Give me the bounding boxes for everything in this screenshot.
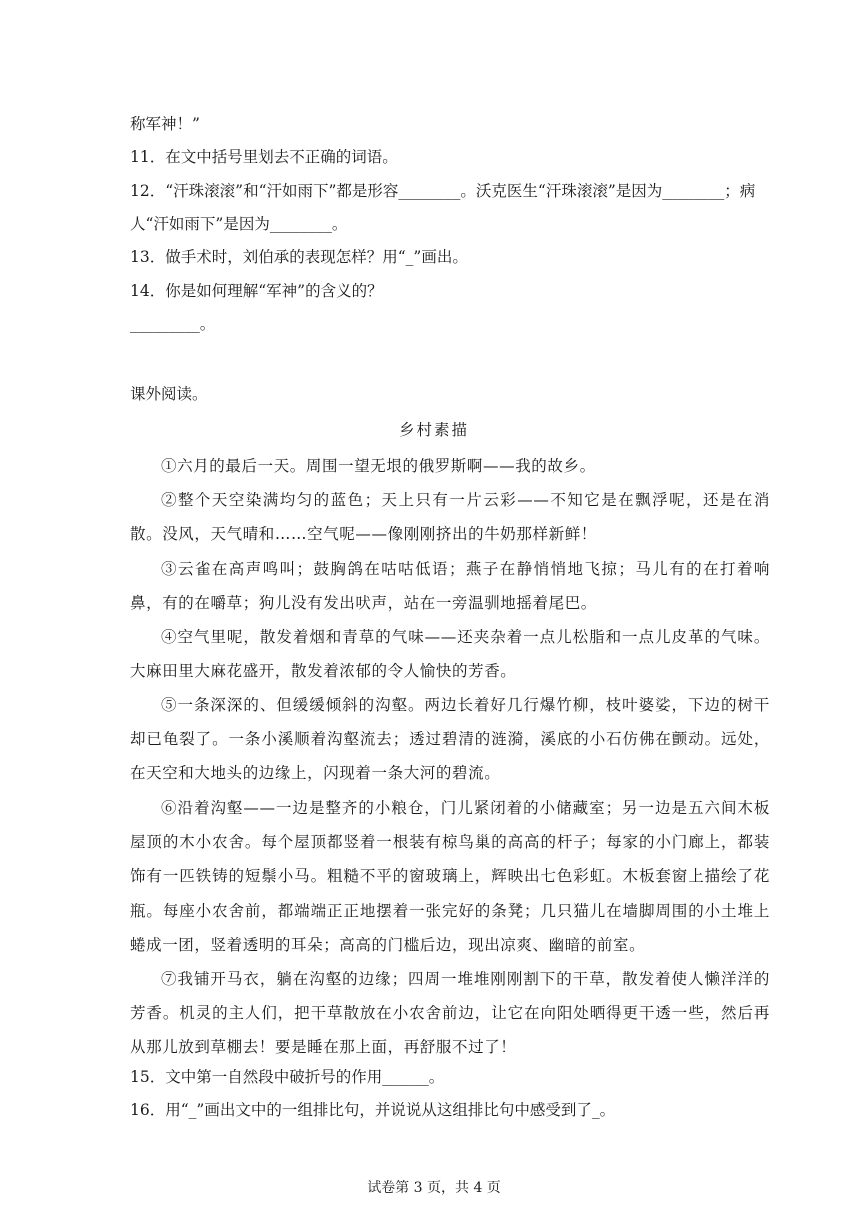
section-heading: 课外阅读。	[130, 385, 208, 403]
passage-paragraph-3: ③云雀在高声鸣叫；鼓胸鸽在咕咕低语；燕子在静悄悄地飞掠；马儿有的在打着响鼻，有的在嚼草；狗儿没有发出吠声，站在一旁温驯地摇着尾巴。	[130, 560, 770, 613]
passage-paragraph-7: ⑦我铺开马衣，躺在沟壑的边缘；四周一堆堆刚刚割下的干草，散发着使人懒洋洋的芳香。机灵的主人们，把干草散放在小农舍前边，让它在向阳处晒得更干透一些，然后再从那儿放到草棚去！要是睡在那上面，再舒服不过了！	[130, 970, 770, 1057]
question-14: 14．你是如何理解“军神”的含义的？	[130, 282, 383, 300]
passage-paragraph-4: ④空气里呢，散发着烟和青草的气味——还夹杂着一点儿松脂和一点儿皮革的气味。大麻田里大麻花盛开，散发着浓郁的令人愉快的芳香。	[130, 628, 770, 681]
question-12-line-1: 12．“汗珠滚滚”和“汗如雨下”都是形容________。沃克医生“汗珠滚滚”是因为________；病	[130, 182, 756, 200]
question-12-line-2: 人“汗如雨下”是因为________。	[130, 215, 348, 233]
passage-paragraph-5: ⑤一条深深的、但缓缓倾斜的沟壑。两边长着好几行爆竹柳，枝叶婆娑，下边的树干却已龟裂了。一条小溪顺着沟壑流去；透过碧清的涟漪，溪底的小石仿佛在颤动。远处，在天空和大地头的边缘上，闪现着一条大河的碧流。	[130, 696, 770, 783]
passage-paragraph-1: ①六月的最后一天。周围一望无垠的俄罗斯啊——我的故乡。	[161, 457, 596, 475]
question-13: 13．做手术时，刘伯承的表现怎样？用“_”画出。	[130, 248, 468, 266]
passage-title: 乡村素描	[398, 421, 469, 439]
question-11: 11．在文中括号里划去不正确的词语。	[130, 148, 398, 166]
question-16: 16．用“_”画出文中的一组排比句，并说说从这组排比句中感受到了_。	[130, 1101, 616, 1119]
question-15: 15．文中第一自然段中破折号的作用______。	[130, 1068, 445, 1086]
carryover-text: 称军神！”	[130, 115, 200, 133]
passage-paragraph-2: ②整个天空染满均匀的蓝色；天上只有一片云彩——不知它是在飘浮呢，还是在消散。没风，天气晴和……空气呢——像刚刚挤出的牛奶那样新鲜！	[130, 491, 770, 544]
page-footer: 试卷第 3 页，共 4 页	[367, 1180, 501, 1196]
question-14-answer-blank: _________。	[130, 315, 216, 333]
passage-paragraph-6: ⑥沿着沟壑——一边是整齐的小粮仓，门儿紧闭着的小储藏室；另一边是五六间木板屋顶的木小农舍。每个屋顶都竖着一根装有椋鸟巢的高高的杆子；每家的小门廊上，都装饰有一匹铁铸的短鬃小马。粗糙不平的窗玻璃上，辉映出七色彩虹。木板套窗上描绘了花瓶。每座小农舍前，都端端正正地摆着一张完好的条凳；几只猫儿在墙脚周围的小土堆上蜷成一团，竖着透明的耳朵；高高的门槛后边，现出凉爽、幽暗的前室。	[130, 799, 770, 954]
